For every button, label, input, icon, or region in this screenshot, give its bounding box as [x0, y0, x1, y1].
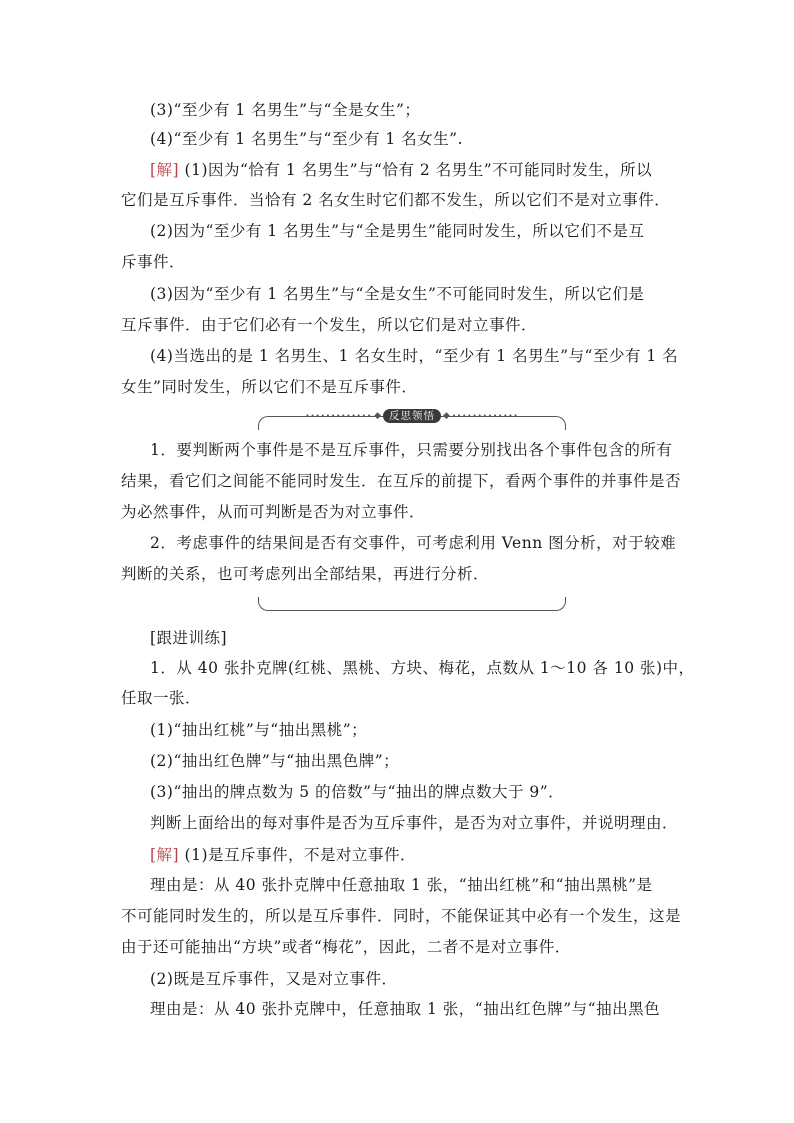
answer-line: 不可能同时发生的，所以是互斥事件．同时，不能保证其中必有一个发生，这是	[121, 907, 682, 925]
reflection-label: 反思领悟	[383, 409, 441, 423]
reflection-header	[258, 409, 566, 423]
reflection-line: 为必然事件，从而可判断是否为对立事件．	[121, 503, 426, 521]
item-3: (3)“至少有 1 名男生”与“全是女生”；	[150, 101, 421, 119]
answer-line: 理由是：从 40 张扑克牌中，任意抽取 1 张，“抽出红色牌”与“抽出黑色	[150, 1000, 661, 1018]
solution-line: (3)因为“至少有 1 名男生”与“全是女生”不可能同时发生，所以它们是	[150, 285, 645, 303]
reflection-line: 结果，看它们之间能不能同时发生．在互斥的前提下，看两个事件的并事件是否	[121, 472, 682, 490]
solution-tag: [解]	[150, 161, 180, 179]
practice-heading: [跟进训练]	[150, 629, 228, 647]
solution-line: 女生”同时发生，所以它们不是互斥事件．	[121, 378, 418, 396]
answer-line	[150, 845, 681, 865]
solution-text: (1)因为“恰有 1 名男生”与“恰有 2 名男生”不可能同时发生，所以	[179, 161, 653, 179]
answer-text: (1)是互斥事件，不是对立事件．	[179, 846, 416, 864]
solution-line: 斥事件．	[121, 253, 186, 271]
reflection-line: 1．要判断两个事件是不是互斥事件，只需要分别找出各个事件包含的所有	[150, 441, 673, 459]
dotted-rule-icon: •••••••••••••	[451, 412, 519, 420]
practice-line: (3)“抽出的牌点数为 5 的倍数”与“抽出的牌点数大于 9”．	[150, 783, 565, 801]
diamond-icon: ◆	[374, 411, 381, 421]
item-4: (4)“至少有 1 名男生”与“至少有 1 名女生”.	[150, 130, 464, 148]
answer-tag: [解]	[150, 846, 180, 864]
answer-line: (2)既是互斥事件，又是对立事件．	[150, 970, 398, 988]
dotted-rule-icon: •••••••••••••	[305, 412, 373, 420]
solution-line: 互斥事件．由于它们必有一个发生，所以它们是对立事件．	[121, 316, 538, 334]
answer-line: 理由是：从 40 张扑克牌中任意抽取 1 张，“抽出红桃”和“抽出黑桃”是	[150, 876, 653, 894]
practice-line: 任取一张．	[121, 689, 202, 707]
solution-line	[150, 160, 681, 180]
diamond-icon: ◆	[443, 411, 450, 421]
practice-line: (2)“抽出红色牌”与“抽出黑色牌”；	[150, 752, 400, 770]
solution-line: (4)当选出的是 1 名男生、1 名女生时，“至少有 1 名男生”与“至少有 1 名	[150, 347, 679, 365]
practice-line: (1)“抽出红桃”与“抽出黑桃”；	[150, 721, 368, 739]
practice-line: 判断上面给出的每对事件是否为互斥事件，是否为对立事件，并说明理由．	[150, 814, 679, 832]
solution-line: (2)因为“至少有 1 名男生”与“全是男生”能同时发生，所以它们不是互	[150, 222, 645, 240]
answer-line: 由于还可能抽出“方块”或者“梅花”，因此，二者不是对立事件．	[121, 938, 571, 956]
solution-line: 它们是互斥事件．当恰有 2 名女生时它们都不发生，所以它们不是对立事件．	[121, 191, 671, 209]
practice-line: 1．从 40 张扑克牌(红桃、黑桃、方块、梅花，点数从 1～10 各 10 张)中，	[150, 659, 695, 677]
reflection-line: 2．考虑事件的结果间是否有交事件，可考虑利用 Venn 图分析，对于较难	[150, 534, 677, 552]
reflection-box-bottom-border	[258, 597, 566, 611]
reflection-line: 判断的关系，也可考虑列出全部结果，再进行分析．	[121, 565, 490, 583]
